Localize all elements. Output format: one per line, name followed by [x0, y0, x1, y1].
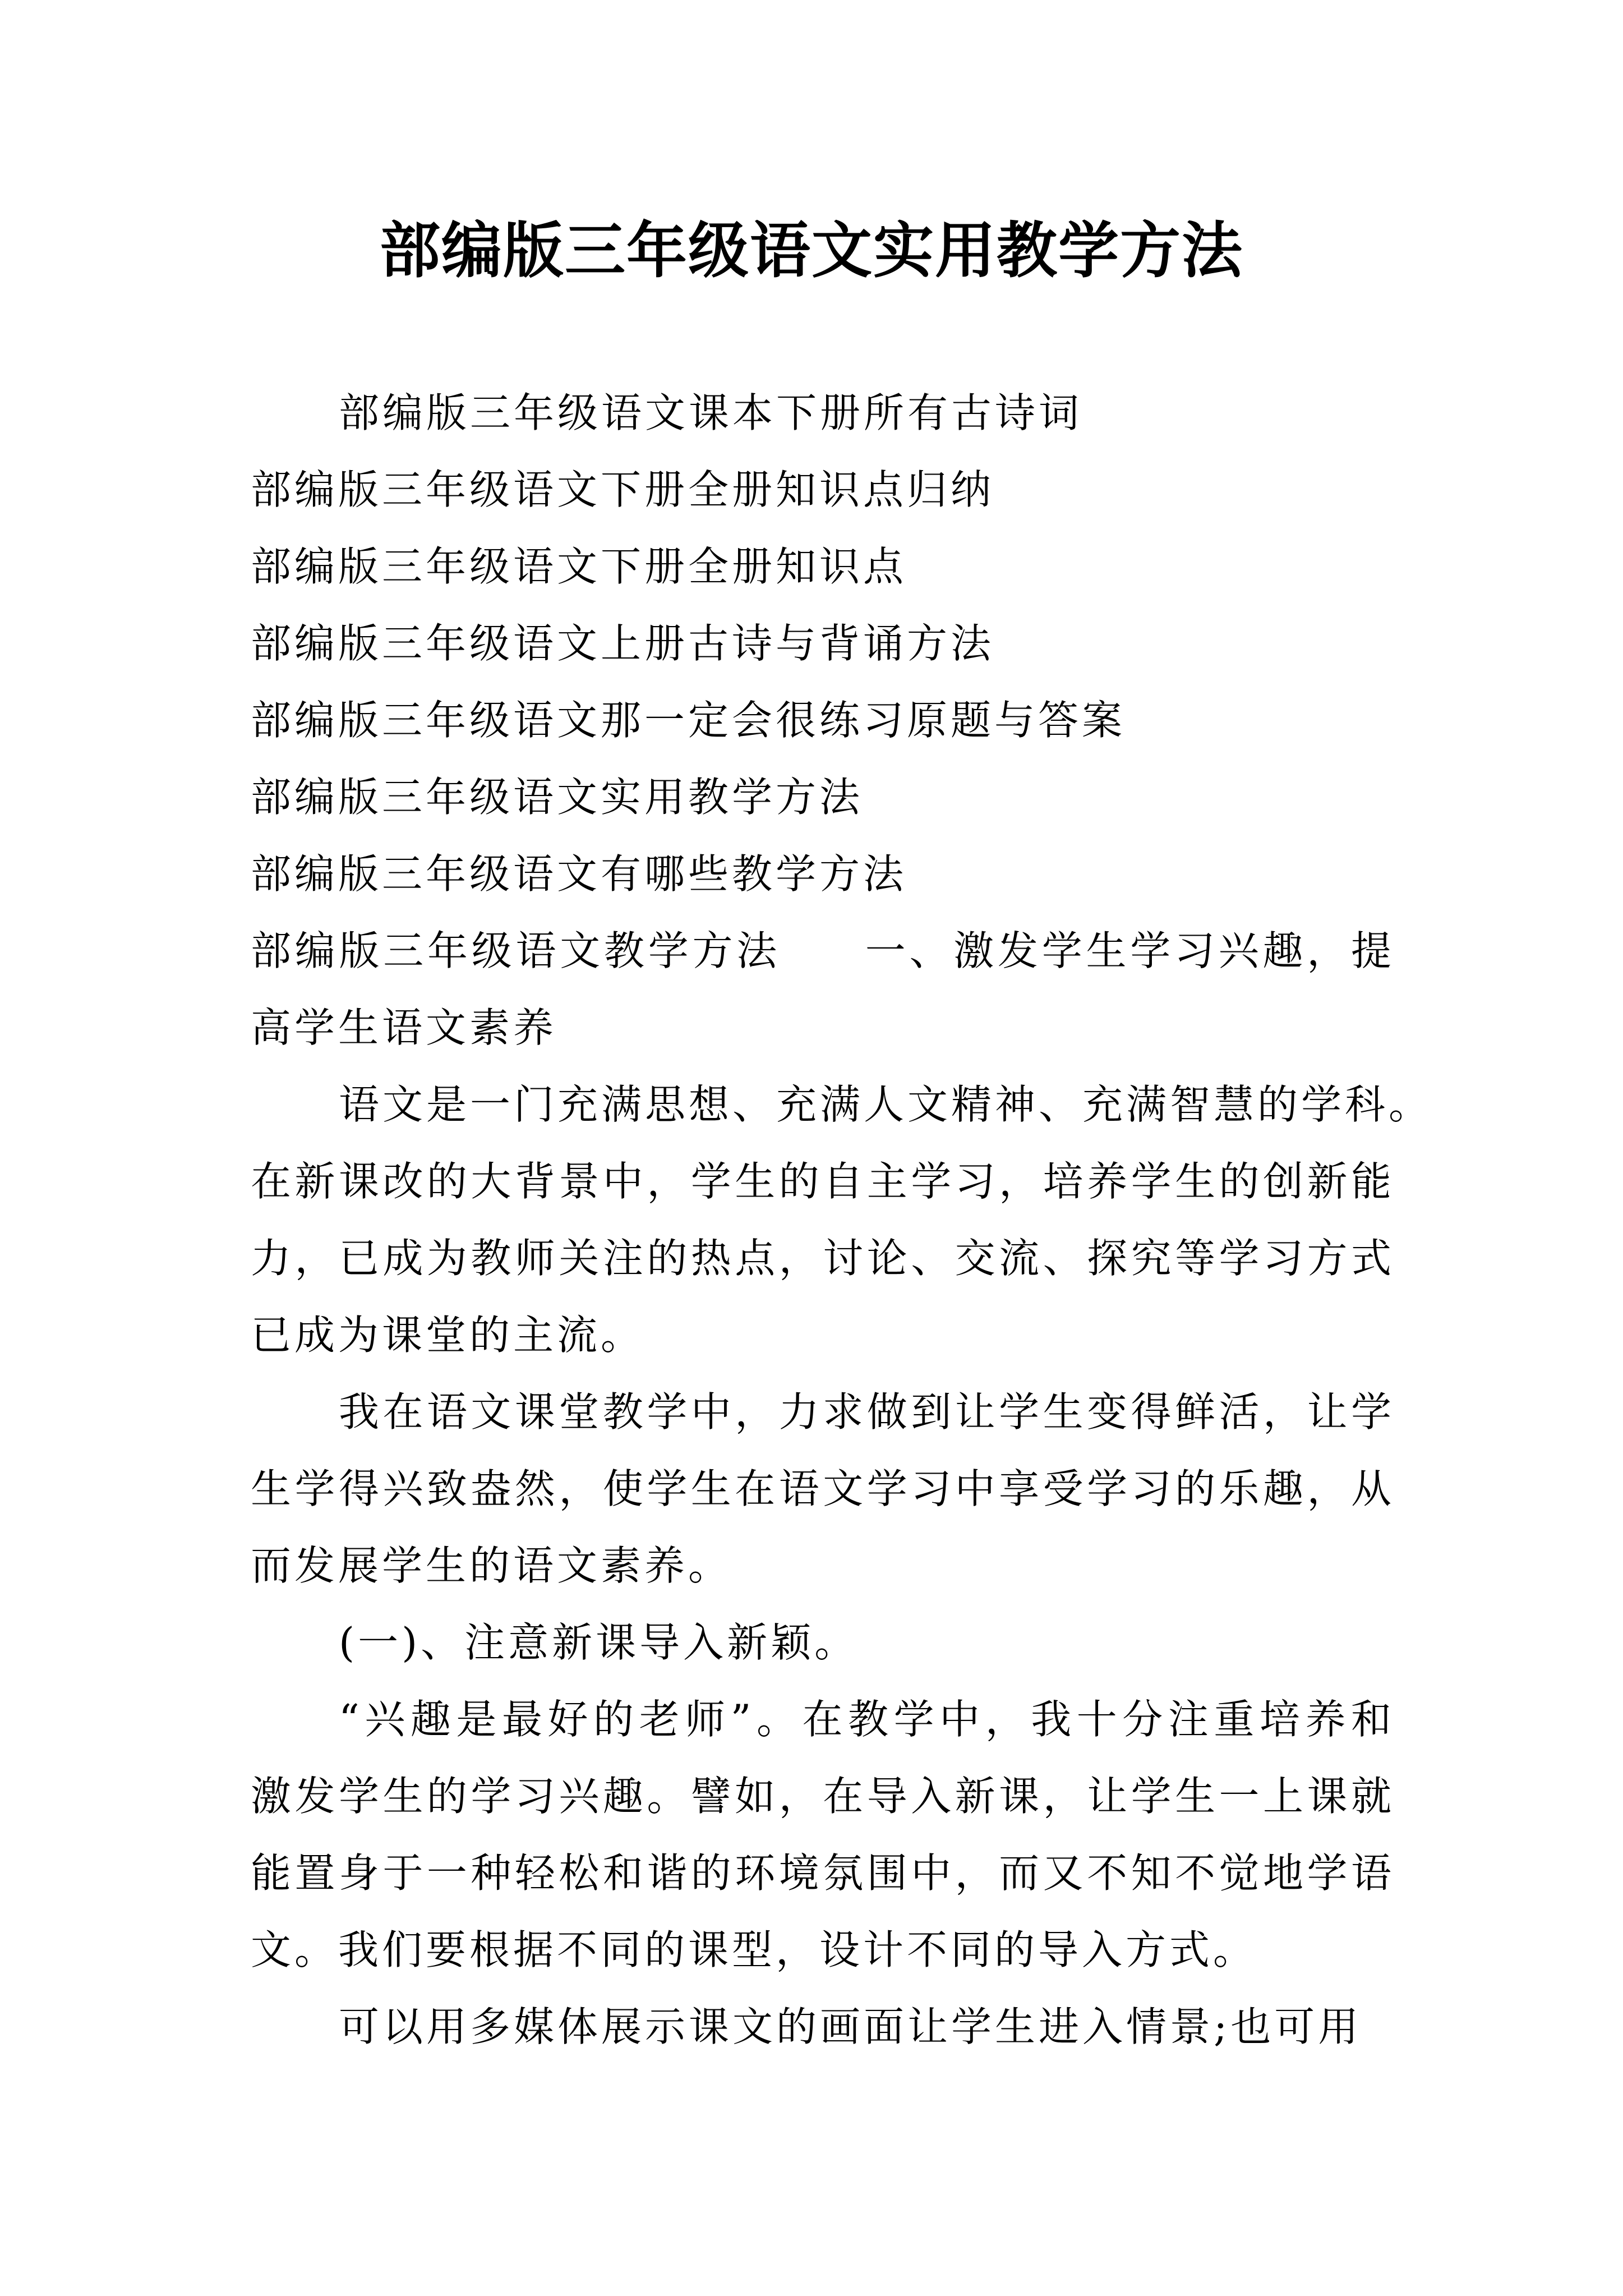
paragraph-3-line-1: “兴趣是最好的老师”。在教学中，我十分注重培养和	[339, 1696, 1395, 1743]
document-body	[251, 375, 1433, 2065]
paragraph-1-line-4: 已成为课堂的主流。	[251, 1312, 645, 1359]
related-link-2: 部编版三年级语文下册全册知识点归纳	[251, 466, 995, 513]
subheading-1-text: (一)、注意新课导入新颖。	[339, 1619, 859, 1666]
paragraph-1-line-2: 在新课改的大背景中，学生的自主学习，培养学生的创新能	[251, 1158, 1395, 1205]
paragraph-2	[251, 1374, 1395, 1604]
section-heading-part2: 高学生语文素养	[251, 1004, 557, 1051]
intro-label: 部编版三年级语文教学方法	[251, 927, 781, 974]
related-link-6: 部编版三年级语文实用教学方法	[251, 774, 864, 821]
paragraph-2-line-2: 生学得兴致盎然，使学生在语文学习中享受学习的乐趣，从	[251, 1465, 1395, 1512]
related-link-3: 部编版三年级语文下册全册知识点	[251, 543, 907, 590]
paragraph-2-line-1: 我在语文课堂教学中，力求做到让学生变得鲜活，让学	[339, 1388, 1395, 1435]
related-link-7: 部编版三年级语文有哪些教学方法	[251, 850, 907, 898]
paragraph-4	[251, 1989, 1395, 2065]
paragraph-2-line-3: 而发展学生的语文素养。	[251, 1542, 732, 1589]
paragraph-3-line-3: 能置身于一种轻松和谐的环境氛围中，而又不知不觉地学语	[251, 1849, 1395, 1897]
section-heading-part1: 一、激发学生学习兴趣，提	[865, 927, 1395, 974]
paragraph-4-line-1: 可以用多媒体展示课文的画面让学生进入情景;也可用	[339, 2003, 1362, 2050]
related-link-1: 部编版三年级语文课本下册所有古诗词	[339, 389, 1083, 436]
subheading-1	[251, 1604, 1395, 1681]
intro-line	[251, 913, 1395, 990]
paragraph-3-line-2: 激发学生的学习兴趣。譬如，在导入新课，让学生一上课就	[251, 1773, 1395, 1820]
paragraph-1-line-1: 语文是一门充满思想、充满人文精神、充满智慧的学科。	[339, 1081, 1433, 1128]
paragraph-1-line-3: 力，已成为教师关注的热点，讨论、交流、探究等学习方式	[251, 1235, 1395, 1282]
related-link-5: 部编版三年级语文那一定会很练习原题与答案	[251, 697, 1126, 744]
paragraph-1	[251, 1066, 1433, 1374]
paragraph-3	[251, 1681, 1395, 1989]
paragraph-3-line-4: 文。我们要根据不同的课型，设计不同的导入方式。	[251, 1926, 1257, 1973]
related-link-4: 部编版三年级语文上册古诗与背诵方法	[251, 620, 995, 667]
document-title: 部编版三年级语文实用教学方法	[379, 215, 1243, 286]
